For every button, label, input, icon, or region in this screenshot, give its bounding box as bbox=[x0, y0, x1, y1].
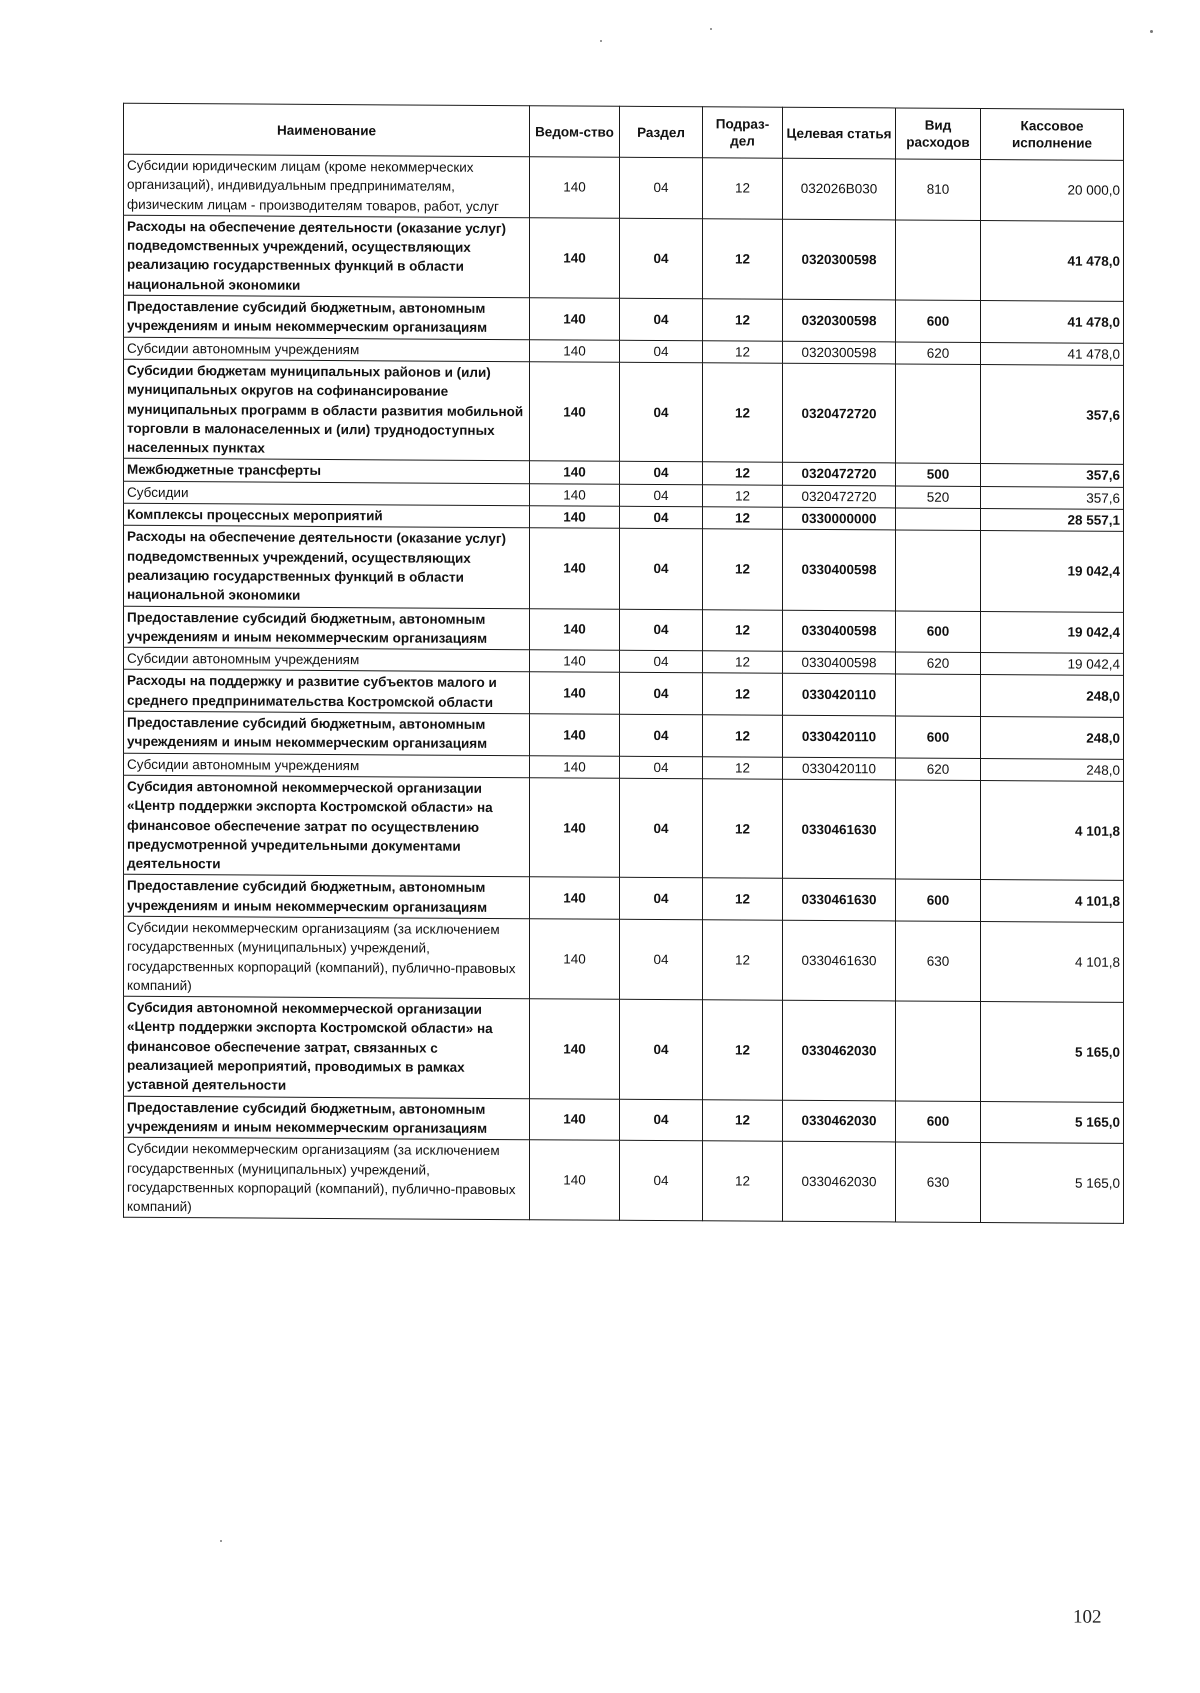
header-target: Целевая статья bbox=[783, 107, 896, 159]
table-header-row bbox=[124, 103, 1124, 160]
table-row bbox=[124, 670, 1124, 718]
cell-section: 04 bbox=[620, 529, 703, 610]
header-name: Наименование bbox=[124, 103, 530, 156]
cell-name: Субсидии автономным учреждениям bbox=[124, 337, 530, 362]
cell-target: 032026В030 bbox=[783, 158, 896, 220]
cell-amount: 19 042,4 bbox=[981, 653, 1124, 676]
table-row bbox=[124, 916, 1124, 1002]
cell-dept: 140 bbox=[530, 1098, 620, 1140]
header-section: Раздел bbox=[620, 106, 703, 158]
cell-kind: 810 bbox=[896, 159, 981, 220]
cell-section: 04 bbox=[620, 506, 703, 529]
cell-dept: 140 bbox=[530, 877, 620, 919]
cell-section: 04 bbox=[620, 462, 703, 485]
cell-target: 0330420110 bbox=[783, 674, 896, 716]
cell-name: Субсидия автономной некоммерческой организации «Центр поддержки экспорта Костромской области» на финансовое обеспечение затрат, связанных с реализацией мероприятий, проводимых в рамках уставной деятельности bbox=[124, 996, 530, 1098]
cell-subsection: 12 bbox=[703, 299, 783, 341]
cell-name: Субсидии автономным учреждениям bbox=[124, 647, 530, 672]
table-row bbox=[124, 606, 1124, 654]
cell-subsection: 12 bbox=[703, 340, 783, 363]
cell-target: 0320472720 bbox=[783, 485, 896, 508]
table-row bbox=[124, 1096, 1124, 1144]
cell-name: Расходы на поддержку и развитие субъектов малого и среднего предпринимательства Костромской области bbox=[124, 670, 530, 714]
cell-target: 0330462030 bbox=[783, 1142, 896, 1223]
cell-dept: 140 bbox=[530, 778, 620, 878]
cell-target: 0320300598 bbox=[783, 219, 896, 300]
cell-dept: 140 bbox=[530, 714, 620, 756]
cell-name: Предоставление субсидий бюджетным, автономным учреждениям и иным некоммерческим организациям bbox=[124, 875, 530, 919]
cell-subsection: 12 bbox=[703, 920, 783, 1001]
cell-dept: 140 bbox=[530, 339, 620, 362]
cell-subsection: 12 bbox=[703, 485, 783, 508]
cell-kind bbox=[896, 780, 981, 880]
cell-kind: 600 bbox=[896, 1101, 981, 1143]
cell-name: Расходы на обеспечение деятельности (оказание услуг) подведомственных учреждений, осуществляющих реализацию государственных функций в области национальной экономики bbox=[124, 526, 530, 609]
cell-section: 04 bbox=[620, 778, 703, 878]
cell-subsection: 12 bbox=[703, 1141, 783, 1222]
table-row bbox=[124, 1138, 1124, 1224]
cell-subsection: 12 bbox=[703, 779, 783, 879]
scan-speck bbox=[1150, 30, 1153, 33]
cell-amount: 248,0 bbox=[981, 717, 1124, 759]
cell-section: 04 bbox=[620, 756, 703, 779]
cell-dept: 140 bbox=[530, 650, 620, 673]
cell-dept: 140 bbox=[530, 672, 620, 714]
cell-kind: 630 bbox=[896, 921, 981, 1002]
cell-section: 04 bbox=[620, 1141, 703, 1222]
header-amount: Кассовое исполнение bbox=[981, 108, 1124, 160]
cell-dept: 140 bbox=[530, 999, 620, 1099]
table-row bbox=[124, 154, 1124, 221]
cell-name: Субсидии бюджетам муниципальных районов и (или) муниципальных округов на софинансирование муниципальных программ в области развития мобильной торговли в малонаселенных и (или) труднодоступных населенных пунктах bbox=[124, 359, 530, 461]
cell-dept: 140 bbox=[530, 298, 620, 340]
cell-amount: 19 042,4 bbox=[981, 611, 1124, 653]
cell-section: 04 bbox=[620, 999, 703, 1099]
cell-target: 0320472720 bbox=[783, 463, 896, 486]
cell-name: Субсидии юридическим лицам (кроме некоммерческих организаций), индивидуальным предпринимателям, физическим лицам - производителям товаров, работ, услуг bbox=[124, 154, 530, 217]
scan-speck bbox=[600, 40, 602, 42]
cell-amount: 28 557,1 bbox=[981, 509, 1124, 532]
cell-subsection: 12 bbox=[703, 363, 783, 463]
cell-subsection: 12 bbox=[703, 673, 783, 715]
cell-name: Предоставление субсидий бюджетным, автономным учреждениям и иным некоммерческим организациям bbox=[124, 295, 530, 339]
cell-target: 0330462030 bbox=[783, 1000, 896, 1100]
cell-amount: 41 478,0 bbox=[981, 342, 1124, 365]
cell-name: Субсидии bbox=[124, 481, 530, 506]
cell-section: 04 bbox=[620, 919, 703, 1000]
cell-target: 0330400598 bbox=[783, 530, 896, 611]
cell-amount: 357,6 bbox=[981, 464, 1124, 487]
table-row bbox=[124, 359, 1124, 465]
cell-target: 0330400598 bbox=[783, 610, 896, 652]
cell-name: Субсидии некоммерческим организациям (за исключением государственных (муниципальных) учреждений, государственных корпораций (компаний), публично-правовых компаний) bbox=[124, 916, 530, 999]
table-row bbox=[124, 215, 1124, 301]
cell-target: 0330000000 bbox=[783, 507, 896, 530]
cell-target: 0330400598 bbox=[783, 651, 896, 674]
cell-dept: 140 bbox=[530, 608, 620, 650]
cell-subsection: 12 bbox=[703, 1099, 783, 1141]
cell-kind: 620 bbox=[896, 758, 981, 781]
cell-dept: 140 bbox=[530, 218, 620, 299]
cell-kind bbox=[896, 508, 981, 531]
cell-amount: 4 101,8 bbox=[981, 780, 1124, 880]
cell-target: 0330461630 bbox=[783, 920, 896, 1001]
cell-amount: 4 101,8 bbox=[981, 880, 1124, 922]
cell-subsection: 12 bbox=[703, 158, 783, 219]
cell-name: Предоставление субсидий бюджетным, автономным учреждениям и иным некоммерческим организациям bbox=[124, 606, 530, 650]
cell-amount: 19 042,4 bbox=[981, 531, 1124, 612]
cell-kind: 600 bbox=[896, 716, 981, 758]
cell-target: 0330461630 bbox=[783, 879, 896, 921]
cell-amount: 5 165,0 bbox=[981, 1101, 1124, 1143]
cell-amount: 248,0 bbox=[981, 758, 1124, 781]
cell-name: Субсидии автономным учреждениям bbox=[124, 753, 530, 778]
cell-dept: 140 bbox=[530, 1140, 620, 1221]
cell-target: 0330461630 bbox=[783, 779, 896, 879]
cell-amount: 357,6 bbox=[981, 486, 1124, 509]
cell-subsection: 12 bbox=[703, 715, 783, 757]
cell-amount: 5 165,0 bbox=[981, 1002, 1124, 1102]
cell-target: 0320300598 bbox=[783, 299, 896, 341]
cell-subsection: 12 bbox=[703, 651, 783, 674]
cell-kind bbox=[896, 364, 981, 464]
cell-name: Комплексы процессных мероприятий bbox=[124, 503, 530, 528]
cell-section: 04 bbox=[620, 298, 703, 340]
cell-kind bbox=[896, 220, 981, 301]
cell-subsection: 12 bbox=[703, 219, 783, 300]
cell-target: 0330420110 bbox=[783, 715, 896, 757]
cell-section: 04 bbox=[620, 650, 703, 673]
cell-target: 0330462030 bbox=[783, 1100, 896, 1142]
cell-kind: 600 bbox=[896, 300, 981, 342]
cell-amount: 248,0 bbox=[981, 675, 1124, 717]
cell-kind: 600 bbox=[896, 611, 981, 653]
cell-subsection: 12 bbox=[703, 756, 783, 779]
cell-subsection: 12 bbox=[703, 609, 783, 651]
cell-section: 04 bbox=[620, 484, 703, 507]
scan-speck bbox=[220, 1540, 222, 1542]
table-row bbox=[124, 295, 1124, 343]
table-row bbox=[124, 996, 1124, 1102]
cell-section: 04 bbox=[620, 218, 703, 299]
cell-amount: 5 165,0 bbox=[981, 1143, 1124, 1224]
cell-kind: 620 bbox=[896, 342, 981, 365]
cell-dept: 140 bbox=[530, 506, 620, 529]
cell-dept: 140 bbox=[530, 461, 620, 484]
table-row bbox=[124, 711, 1124, 759]
cell-target: 0330420110 bbox=[783, 757, 896, 780]
cell-kind bbox=[896, 1001, 981, 1101]
cell-amount: 41 478,0 bbox=[981, 220, 1124, 301]
cell-amount: 4 101,8 bbox=[981, 921, 1124, 1002]
cell-section: 04 bbox=[620, 362, 703, 462]
cell-kind bbox=[896, 674, 981, 716]
table-row bbox=[124, 875, 1124, 923]
cell-name: Предоставление субсидий бюджетным, автономным учреждениям и иным некоммерческим организациям bbox=[124, 1096, 530, 1140]
cell-dept: 140 bbox=[530, 483, 620, 506]
cell-amount: 41 478,0 bbox=[981, 301, 1124, 343]
cell-subsection: 12 bbox=[703, 529, 783, 610]
cell-section: 04 bbox=[620, 714, 703, 756]
cell-section: 04 bbox=[620, 1099, 703, 1141]
cell-name: Расходы на обеспечение деятельности (оказание услуг) подведомственных учреждений, осуществляющих реализацию государственных функций в области национальной экономики bbox=[124, 215, 530, 298]
header-dept: Ведом-ство bbox=[530, 106, 620, 158]
page-number: 102 bbox=[1073, 1606, 1102, 1628]
cell-kind: 600 bbox=[896, 879, 981, 921]
cell-section: 04 bbox=[620, 878, 703, 920]
cell-dept: 140 bbox=[530, 755, 620, 778]
cell-name: Субсидии некоммерческим организациям (за исключением государственных (муниципальных) учреждений, государственных корпораций (компаний), публично-правовых компаний) bbox=[124, 1138, 530, 1221]
cell-kind bbox=[896, 530, 981, 611]
cell-subsection: 12 bbox=[703, 878, 783, 920]
cell-name: Предоставление субсидий бюджетным, автономным учреждениям и иным некоммерческим организациям bbox=[124, 711, 530, 755]
table-row bbox=[124, 526, 1124, 612]
cell-section: 04 bbox=[620, 157, 703, 218]
scan-speck bbox=[710, 28, 712, 30]
cell-dept: 140 bbox=[530, 362, 620, 462]
cell-kind: 500 bbox=[896, 463, 981, 486]
cell-name: Субсидия автономной некоммерческой организации «Центр поддержки экспорта Костромской области» на финансовое обеспечение затрат по осуществлению предусмотренной учредительными документами деятельности bbox=[124, 775, 530, 877]
cell-section: 04 bbox=[620, 340, 703, 363]
cell-amount: 357,6 bbox=[981, 364, 1124, 464]
cell-subsection: 12 bbox=[703, 507, 783, 530]
cell-section: 04 bbox=[620, 673, 703, 715]
cell-kind: 630 bbox=[896, 1142, 981, 1223]
cell-target: 0320300598 bbox=[783, 341, 896, 364]
cell-dept: 140 bbox=[530, 919, 620, 1000]
cell-kind: 620 bbox=[896, 652, 981, 675]
budget-execution-table bbox=[123, 103, 1124, 1225]
cell-amount: 20 000,0 bbox=[981, 159, 1124, 221]
table-row bbox=[124, 775, 1124, 881]
cell-section: 04 bbox=[620, 609, 703, 651]
cell-target: 0320472720 bbox=[783, 363, 896, 463]
cell-subsection: 12 bbox=[703, 1000, 783, 1100]
cell-dept: 140 bbox=[530, 528, 620, 609]
cell-name: Межбюджетные трансферты bbox=[124, 459, 530, 484]
cell-subsection: 12 bbox=[703, 462, 783, 485]
header-subsection: Подраз-дел bbox=[703, 107, 783, 158]
header-kind: Вид расходов bbox=[896, 108, 981, 160]
cell-kind: 520 bbox=[896, 486, 981, 509]
cell-dept: 140 bbox=[530, 157, 620, 218]
